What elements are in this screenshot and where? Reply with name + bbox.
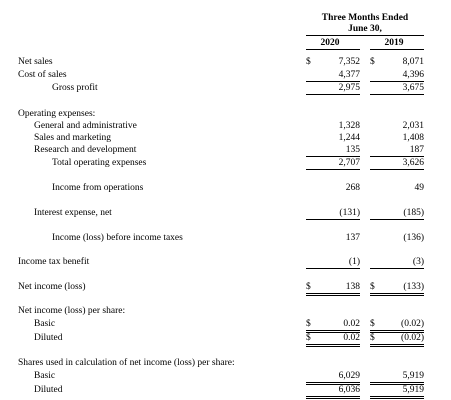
research-dev-2020-underline xyxy=(306,156,360,157)
net-sales-2019-symbol: $ xyxy=(370,57,375,67)
interest-expense-2019: (185) xyxy=(403,208,424,218)
net-income-2020-double-underline xyxy=(306,293,360,296)
pretax-label: Income (loss) before income taxes xyxy=(52,233,183,243)
eps-diluted-label: Diluted xyxy=(34,333,63,343)
pretax-2019: (136) xyxy=(403,233,424,243)
cost-of-sales-label: Cost of sales xyxy=(18,70,67,80)
col-2019-underline xyxy=(370,49,424,50)
total-opex-label: Total operating expenses xyxy=(52,158,147,168)
eps-basic-label: Basic xyxy=(34,319,56,329)
col-2020-underline xyxy=(306,49,360,50)
interest-expense-2020: (131) xyxy=(339,208,360,218)
cost-of-sales-2019-underline xyxy=(370,81,424,82)
shares-basic-label: Basic xyxy=(34,371,56,381)
net-income-2019-symbol: $ xyxy=(370,282,375,292)
tax-2020-underline xyxy=(306,268,360,269)
net-income-2019-double-underline xyxy=(370,293,424,296)
total-opex-2019-underline xyxy=(370,169,424,170)
net-sales-2020-symbol: $ xyxy=(306,57,311,67)
cost-of-sales-2020-underline xyxy=(306,81,360,82)
tax-benefit-label: Income tax benefit xyxy=(18,257,90,267)
income-ops-label: Income from operations xyxy=(52,183,144,193)
tax-benefit-2019: (3) xyxy=(412,257,424,267)
net-sales-label: Net sales xyxy=(18,57,53,67)
gross-profit-2020-underline xyxy=(306,94,360,95)
net-income-label: Net income (loss) xyxy=(18,282,86,292)
research-dev-2020: 135 xyxy=(345,145,360,155)
interest-2020-underline xyxy=(306,219,360,220)
eps-heading: Net income (loss) per share: xyxy=(18,306,126,316)
pretax-2020: 137 xyxy=(345,233,360,243)
shares-diluted-2020-double-underline xyxy=(306,396,360,399)
gross-profit-2019-underline xyxy=(370,94,424,95)
year-2019-heading: 2019 xyxy=(384,38,404,48)
shares-basic-2019: 5,919 xyxy=(402,371,424,381)
cost-of-sales-2020: 4,377 xyxy=(338,70,360,80)
net-income-2020-symbol: $ xyxy=(306,282,311,292)
income-ops-2020: 268 xyxy=(345,183,360,193)
income-ops-2019: 49 xyxy=(414,183,424,193)
tax-2019-underline xyxy=(370,268,424,269)
eps-diluted-2020: 0.02 xyxy=(343,333,360,343)
net-sales-2020: 7,352 xyxy=(338,57,360,67)
gen-admin-label: General and administrative xyxy=(34,121,137,131)
net-income-2019: (133) xyxy=(403,282,424,292)
period-heading-line1: Three Months Ended xyxy=(321,13,409,23)
gross-profit-label: Gross profit xyxy=(52,83,98,93)
header-underline xyxy=(306,35,424,36)
operating-expenses-heading: Operating expenses: xyxy=(18,109,96,119)
gross-profit-2020: 2,975 xyxy=(338,83,360,93)
total-opex-2020: 2,707 xyxy=(338,158,360,168)
interest-expense-label: Interest expense, net xyxy=(34,208,112,218)
shares-diluted-2020: 6,036 xyxy=(338,385,360,395)
shares-diluted-2019-double-underline xyxy=(370,396,424,399)
shares-heading: Shares used in calculation of net income (loss) per share: xyxy=(18,358,235,368)
eps-basic-2020-symbol: $ xyxy=(306,319,311,329)
sales-marketing-label: Sales and marketing xyxy=(34,133,112,143)
research-dev-label: Research and development xyxy=(34,145,137,155)
tax-benefit-2020: (1) xyxy=(348,257,360,267)
net-sales-2019: 8,071 xyxy=(402,57,424,67)
sales-marketing-2020: 1,244 xyxy=(338,133,360,143)
research-dev-2019-underline xyxy=(370,156,424,157)
shares-basic-2020: 6,029 xyxy=(338,371,360,381)
eps-diluted-2019-symbol: $ xyxy=(370,333,375,343)
eps-diluted-2019: (0.02) xyxy=(401,333,424,343)
net-income-2020: 138 xyxy=(345,282,360,292)
eps-diluted-2019-double-underline xyxy=(370,344,424,347)
eps-basic-2019-symbol: $ xyxy=(370,319,375,329)
research-dev-2019: 187 xyxy=(409,145,424,155)
shares-diluted-2019: 5,919 xyxy=(402,385,424,395)
interest-2019-underline xyxy=(370,219,424,220)
eps-basic-2019: (0.02) xyxy=(401,319,424,329)
gen-admin-2020: 1,328 xyxy=(338,121,360,131)
gen-admin-2019: 2,031 xyxy=(402,121,424,131)
eps-basic-2020: 0.02 xyxy=(343,319,360,329)
year-2020-heading: 2020 xyxy=(320,38,340,48)
eps-diluted-2020-symbol: $ xyxy=(306,333,311,343)
total-opex-2019: 3,626 xyxy=(402,158,424,168)
sales-marketing-2019: 1,408 xyxy=(402,133,424,143)
gross-profit-2019: 3,675 xyxy=(402,83,424,93)
shares-diluted-label: Diluted xyxy=(34,385,63,395)
cost-of-sales-2019: 4,396 xyxy=(402,70,424,80)
eps-diluted-2020-double-underline xyxy=(306,344,360,347)
total-opex-2020-underline xyxy=(306,169,360,170)
period-heading-line2: June 30, xyxy=(348,24,382,34)
